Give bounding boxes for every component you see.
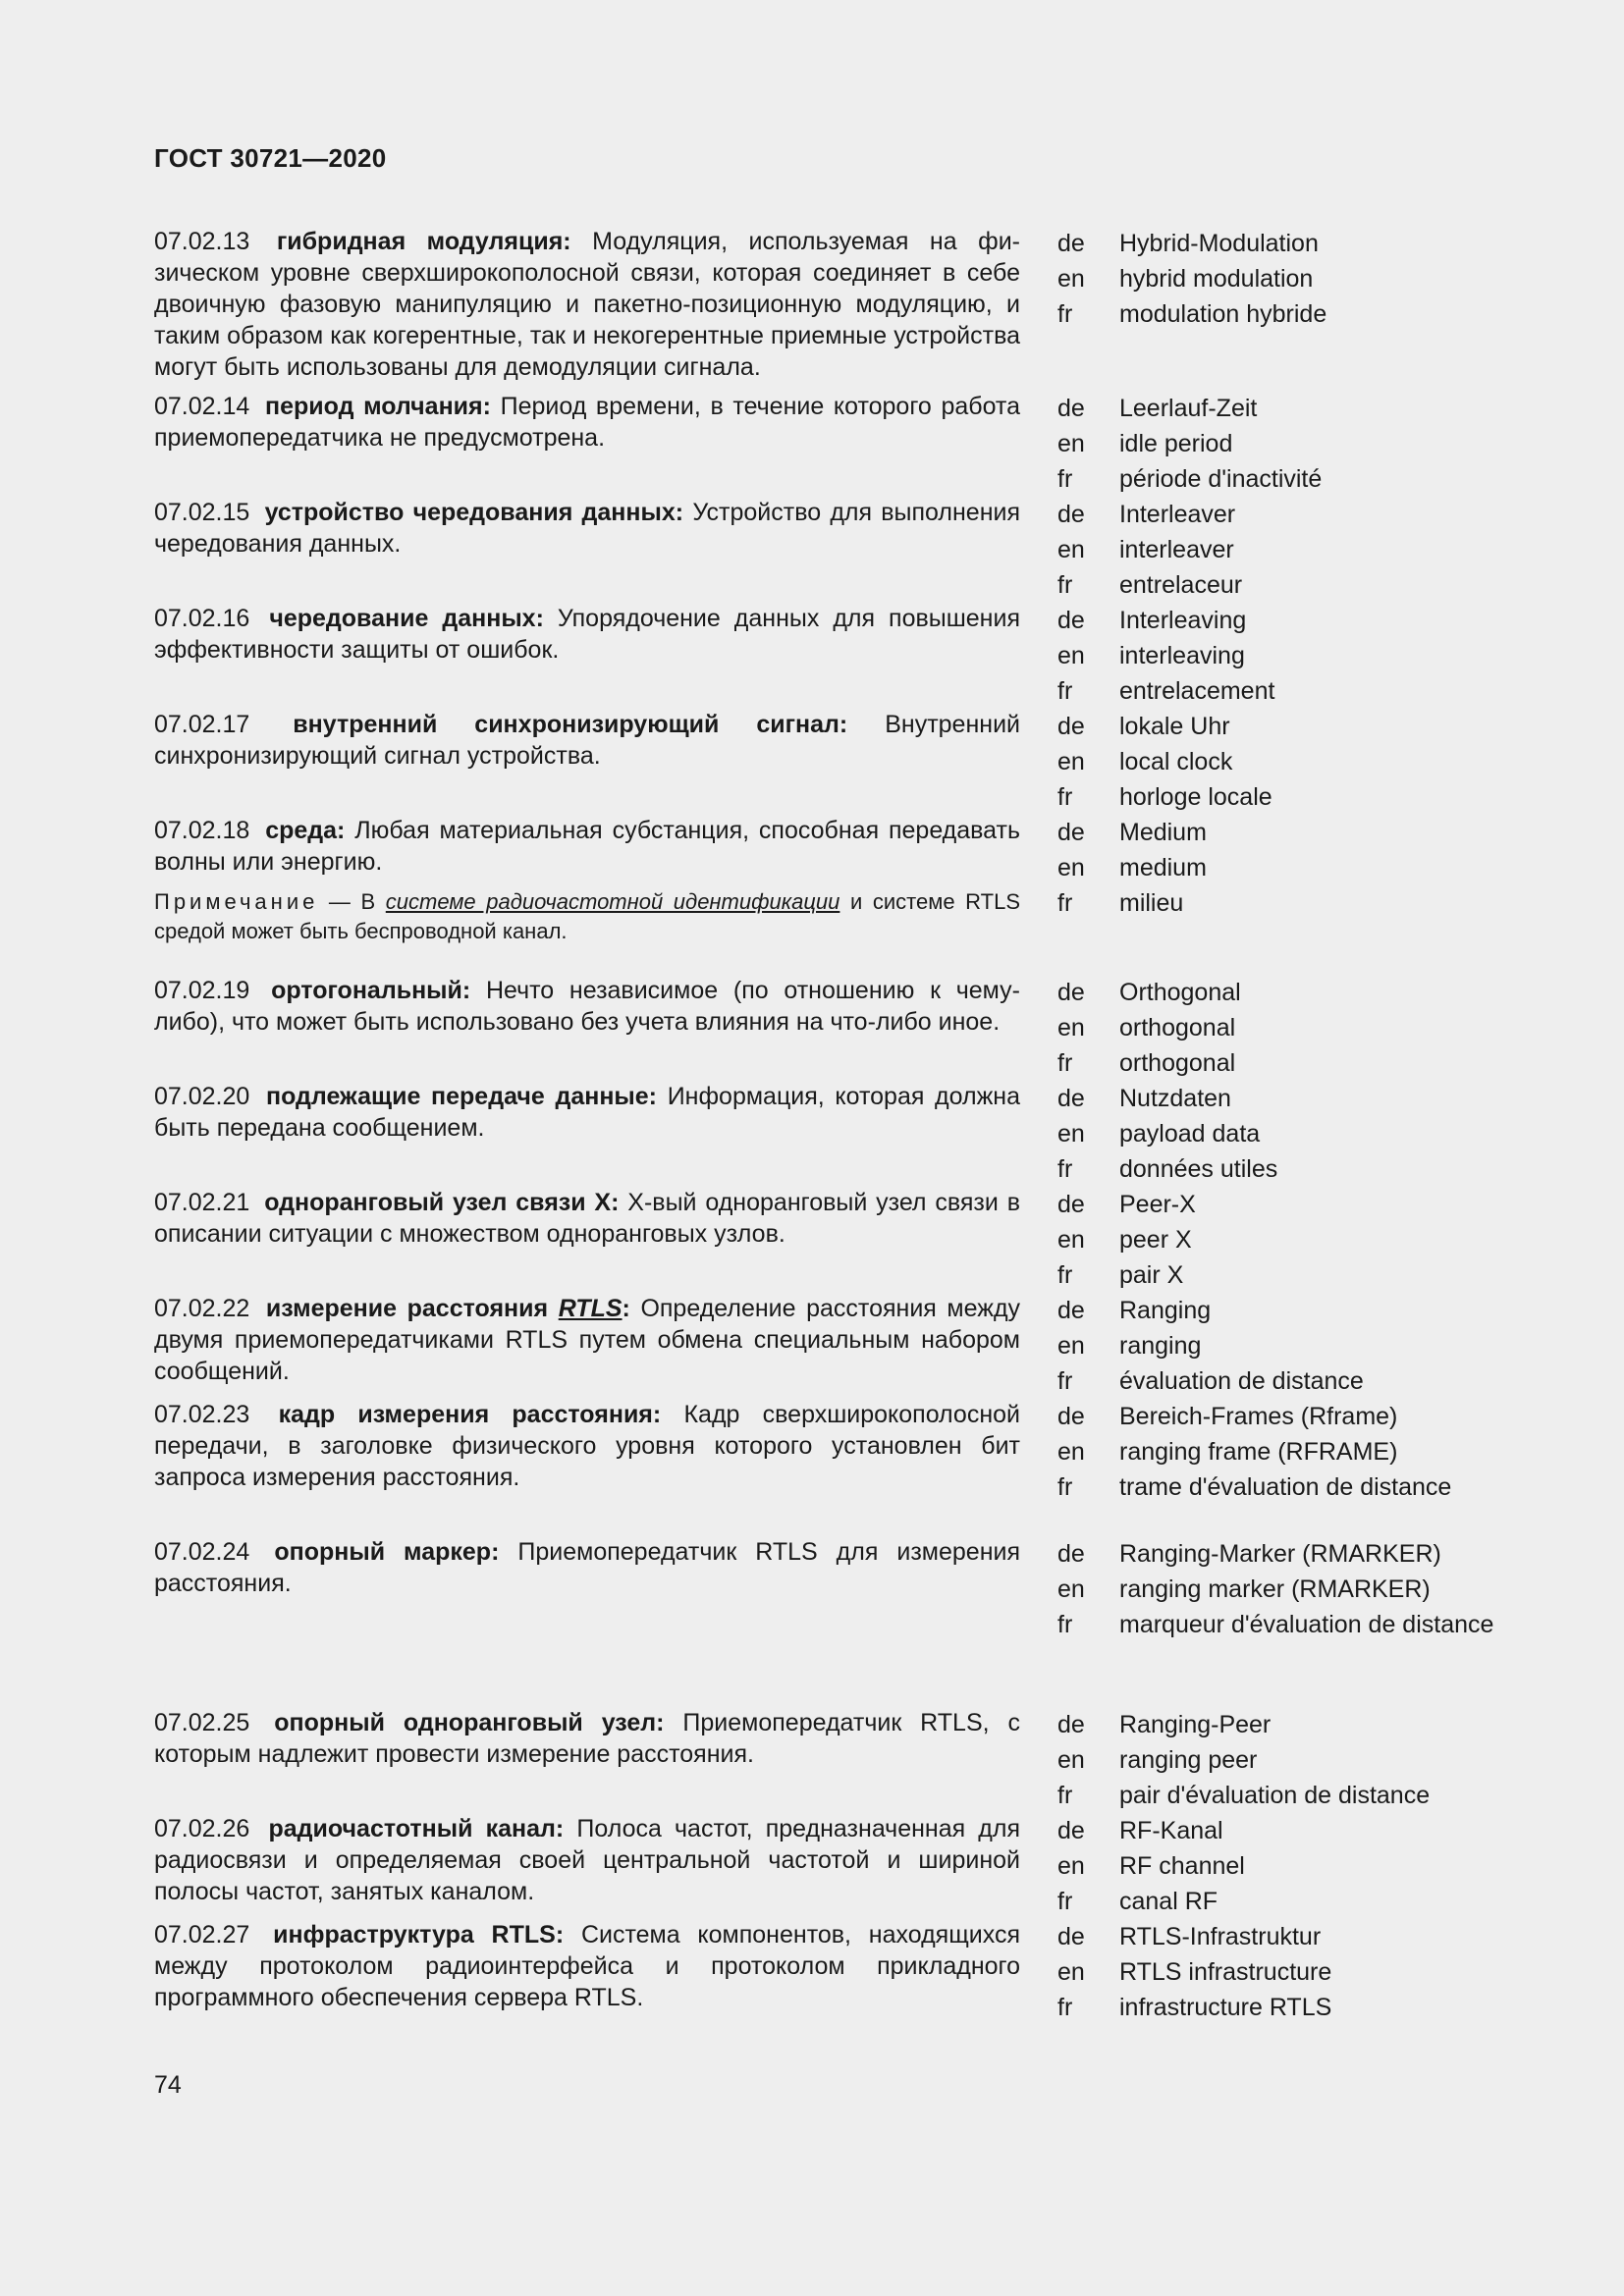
- translations: [1057, 815, 1548, 946]
- term-name: опорный одноранговый узел:: [274, 1709, 665, 1736]
- translations: [1057, 603, 1548, 709]
- term-entry: [154, 1813, 1568, 1919]
- translation: milieu: [1119, 889, 1184, 917]
- entry-number: 07.02.22: [154, 1295, 250, 1322]
- lang-code: fr: [1057, 677, 1073, 705]
- lang-code: de: [1057, 1923, 1085, 1950]
- translation: Medium: [1119, 819, 1207, 846]
- lang-code: fr: [1057, 300, 1073, 328]
- translation: RTLS infrastructure: [1119, 1958, 1332, 1986]
- term-name: опорный маркер:: [274, 1538, 500, 1566]
- term-name: внутренний синхронизирующий сигнал:: [293, 711, 848, 738]
- translation: RTLS-Infrastruktur: [1119, 1923, 1322, 1950]
- term-name: радиочастотный канал:: [268, 1815, 565, 1842]
- cross-reference-link[interactable]: системе радиочастотной идентификации: [385, 889, 840, 914]
- definition: [154, 391, 1020, 497]
- definition-text: Нечто независимое (по отношению к чему-либо), что может быть использовано без учета влияния на что-либо иное.: [154, 977, 1020, 1036]
- lang-code: de: [1057, 713, 1085, 740]
- entry-number: 07.02.15: [154, 499, 250, 526]
- lang-code: de: [1057, 1191, 1085, 1218]
- lang-code: en: [1057, 854, 1085, 881]
- translation: données utiles: [1119, 1155, 1278, 1183]
- entry-number: 07.02.18: [154, 817, 250, 844]
- translation: Ranging-Marker (RMARKER): [1119, 1540, 1441, 1568]
- translations: [1057, 1293, 1548, 1399]
- definition-text: Модуляция, используемая на физическом уровне сверхширокополосной связи, которая соединяет в себе двоичную фазовую манипуляцию и пакетно-позиционную модуляцию, и таким образом как когерентные, так и некогерентные приемные устройства могут быть использованы для демодуляции сигнала.: [154, 228, 1020, 381]
- term-name: чередование данных:: [269, 605, 544, 632]
- definition: [154, 815, 1020, 946]
- term-entry: [154, 497, 1568, 603]
- translation: interleaver: [1119, 536, 1234, 563]
- translation: Nutzdaten: [1119, 1085, 1231, 1112]
- translations: [1057, 1187, 1548, 1293]
- translation: trame d'évaluation de distance: [1119, 1473, 1452, 1501]
- translation: évaluation de distance: [1119, 1367, 1364, 1395]
- lang-code: fr: [1057, 1994, 1073, 2021]
- definition-text: Внутренний синхронизирующий сигнал устройства.: [154, 711, 1020, 770]
- term-entry: [154, 1536, 1568, 1642]
- entry-number: 07.02.21: [154, 1189, 250, 1216]
- lang-code: en: [1057, 748, 1085, 775]
- lang-code: en: [1057, 1746, 1085, 1774]
- definition-text: Приемопередатчик RTLS для измерения расстояния.: [154, 1538, 1021, 1597]
- lang-code: en: [1057, 1120, 1085, 1148]
- lang-code: de: [1057, 1403, 1085, 1430]
- entry-number: 07.02.27: [154, 1921, 250, 1949]
- lang-code: fr: [1057, 465, 1073, 493]
- translations: [1057, 1399, 1548, 1505]
- term-name: одноранговый узел связи X:: [264, 1189, 620, 1216]
- translation: entrelaceur: [1119, 571, 1243, 599]
- translations: [1057, 497, 1548, 603]
- translation: marqueur d'évaluation de distance: [1119, 1611, 1494, 1638]
- translation: horloge locale: [1119, 783, 1272, 811]
- definition: [154, 975, 1020, 1081]
- translation: pair d'évaluation de distance: [1119, 1782, 1431, 1809]
- translations: [1057, 1813, 1548, 1919]
- definition: [154, 226, 1020, 383]
- definition: [154, 1536, 1020, 1642]
- translation: ranging: [1119, 1332, 1202, 1360]
- translation: peer X: [1119, 1226, 1192, 1254]
- term-name: среда:: [265, 817, 346, 844]
- term-name: устройство чередования данных:: [264, 499, 684, 526]
- lang-code: de: [1057, 501, 1085, 528]
- translation: lokale Uhr: [1119, 713, 1230, 740]
- entry-number: 07.02.13: [154, 228, 250, 255]
- document-header: ГОСТ 30721—2020: [154, 143, 387, 173]
- term-entry: [154, 391, 1568, 497]
- translation: ranging peer: [1119, 1746, 1258, 1774]
- translation: ranging marker (RMARKER): [1119, 1575, 1431, 1603]
- lang-code: de: [1057, 607, 1085, 634]
- translation: local clock: [1119, 748, 1233, 775]
- translation: Ranging-Peer: [1119, 1711, 1272, 1738]
- term-name: подлежащие передаче данные:: [266, 1083, 658, 1110]
- page-number: 74: [154, 2071, 182, 2099]
- note: [154, 887, 1020, 946]
- translation: Interleaving: [1119, 607, 1247, 634]
- translation: interleaving: [1119, 642, 1245, 669]
- lang-code: fr: [1057, 571, 1073, 599]
- lang-code: en: [1057, 1226, 1085, 1254]
- translations: [1057, 1707, 1548, 1813]
- definition: [154, 1081, 1020, 1187]
- translation: Leerlauf-Zeit: [1119, 395, 1258, 422]
- term-entry: [154, 1707, 1568, 1813]
- definition: [154, 603, 1020, 709]
- term-entry: [154, 226, 1568, 383]
- term-entry: [154, 603, 1568, 709]
- term-entry: [154, 1399, 1568, 1505]
- lang-code: en: [1057, 1575, 1085, 1603]
- term-entry: [154, 709, 1568, 815]
- translation: medium: [1119, 854, 1207, 881]
- translation: RF channel: [1119, 1852, 1245, 1880]
- term-entry: [154, 975, 1568, 1081]
- lang-code: de: [1057, 230, 1085, 257]
- translation: idle period: [1119, 430, 1233, 457]
- translations: [1057, 391, 1548, 497]
- term-name: гибридная модуляция:: [276, 228, 571, 255]
- translation: infrastructure RTLS: [1119, 1994, 1332, 2021]
- translation: orthogonal: [1119, 1014, 1236, 1041]
- lang-code: de: [1057, 1540, 1085, 1568]
- translations: [1057, 1081, 1548, 1187]
- translations: [1057, 1536, 1548, 1642]
- entry-number: 07.02.17: [154, 711, 250, 738]
- term-entry: [154, 1081, 1568, 1187]
- translation: Hybrid-Modulation: [1119, 230, 1319, 257]
- entry-number: 07.02.26: [154, 1815, 250, 1842]
- definition-text: Упорядочение данных для повышения эффективности защиты от ошибок.: [154, 605, 1020, 664]
- lang-code: fr: [1057, 1049, 1073, 1077]
- lang-code: de: [1057, 1711, 1085, 1738]
- lang-code: fr: [1057, 783, 1073, 811]
- definition-text: X-вый одноранговый узел связи в описании ситуации с множеством одноранговых узлов.: [154, 1189, 1020, 1248]
- lang-code: fr: [1057, 1611, 1073, 1638]
- lang-code: en: [1057, 1852, 1085, 1880]
- note-text: и системе RTLS средой может быть беспроводной канал.: [154, 889, 1020, 943]
- term-entry: [154, 815, 1568, 946]
- translation: Peer-X: [1119, 1191, 1196, 1218]
- lang-code: en: [1057, 265, 1085, 293]
- translation: orthogonal: [1119, 1049, 1236, 1077]
- lang-code: de: [1057, 979, 1085, 1006]
- lang-code: en: [1057, 1332, 1085, 1360]
- translation: hybrid modulation: [1119, 265, 1314, 293]
- term-name: ортогональный:: [271, 977, 471, 1004]
- entry-number: 07.02.23: [154, 1401, 250, 1428]
- definition: [154, 709, 1020, 815]
- term-name: период молчания:: [264, 393, 491, 420]
- lang-code: fr: [1057, 1155, 1073, 1183]
- lang-code: en: [1057, 642, 1085, 669]
- entry-number: 07.02.16: [154, 605, 250, 632]
- translations: [1057, 1919, 1548, 2025]
- translation: canal RF: [1119, 1888, 1218, 1915]
- term-name: инфраструктура RTLS:: [273, 1921, 565, 1949]
- lang-code: de: [1057, 395, 1085, 422]
- translations: [1057, 975, 1548, 1081]
- definition-text: Система компонентов, находящихся между протоколом радиоинтерфейса и протоколом прикладного программного обеспечения сервера RTLS.: [154, 1921, 1020, 2011]
- lang-code: en: [1057, 536, 1085, 563]
- definition-text: Период времени, в течение которого работа приемопередатчика не предусмотрена.: [154, 393, 1021, 452]
- definition-text: Определение расстояния между двумя приемопередатчиками RTLS путем обмена специальным набором сообщений.: [154, 1295, 1021, 1385]
- lang-code: fr: [1057, 1367, 1073, 1395]
- definition-text: Информация, которая должна быть передана сообщением.: [154, 1083, 1021, 1142]
- term-name: кадр измерения расстояния:: [278, 1401, 662, 1428]
- definition: [154, 1187, 1020, 1293]
- term-entry: [154, 1187, 1568, 1293]
- definition-text: Кадр сверхширокополосной передачи, в заголовке физического уровня которого установлен бит запроса измерения расстояния.: [154, 1401, 1020, 1491]
- entry-number: 07.02.20: [154, 1083, 250, 1110]
- lang-code: en: [1057, 1958, 1085, 1986]
- translation: modulation hybride: [1119, 300, 1327, 328]
- definition-text: Полоса частот, предназначенная для радиосвязи и определяемая своей центральной частотой и шириной полосы частот, занятых каналом.: [154, 1815, 1020, 1905]
- note-label: Примечание: [154, 889, 319, 914]
- lang-code: de: [1057, 1297, 1085, 1324]
- translation: entrelacement: [1119, 677, 1275, 705]
- lang-code: de: [1057, 819, 1085, 846]
- lang-code: fr: [1057, 1888, 1073, 1915]
- translation: période d'inactivité: [1119, 465, 1323, 493]
- translations: [1057, 226, 1548, 383]
- lang-code: de: [1057, 1817, 1085, 1844]
- translation: payload data: [1119, 1120, 1261, 1148]
- definition: [154, 1293, 1020, 1399]
- entry-number: 07.02.24: [154, 1538, 250, 1566]
- note-dash: — В: [318, 889, 386, 914]
- lang-code: en: [1057, 1438, 1085, 1466]
- definition-text: Приемопередатчик RTLS, с которым надлежит провести измерение расстояния.: [154, 1709, 1020, 1768]
- definition: [154, 1813, 1020, 1919]
- lang-code: fr: [1057, 1782, 1073, 1809]
- definition: [154, 497, 1020, 603]
- translation: Bereich-Frames (Rframe): [1119, 1403, 1398, 1430]
- translation: RF-Kanal: [1119, 1817, 1223, 1844]
- lang-code: en: [1057, 430, 1085, 457]
- definition-text: Любая материальная субстанция, способная передавать волны или энергию.: [154, 817, 1020, 876]
- term-entry: [154, 1919, 1568, 2025]
- term-cross-reference-link[interactable]: RTLS: [558, 1295, 623, 1322]
- definition: [154, 1399, 1020, 1505]
- term-colon: :: [622, 1295, 630, 1322]
- translation: ranging frame (RFRAME): [1119, 1438, 1398, 1466]
- definition: [154, 1707, 1020, 1813]
- lang-code: en: [1057, 1014, 1085, 1041]
- translation: Orthogonal: [1119, 979, 1241, 1006]
- entry-number: 07.02.19: [154, 977, 250, 1004]
- entry-number: 07.02.14: [154, 393, 250, 420]
- definition-text: Устройство для выполнения чередования данных.: [154, 499, 1021, 558]
- entry-number: 07.02.25: [154, 1709, 250, 1736]
- translation: pair X: [1119, 1261, 1184, 1289]
- term-name: измерение расстояния: [265, 1295, 549, 1322]
- definition: [154, 1919, 1020, 2025]
- term-entry: [154, 1293, 1568, 1399]
- translation: Interleaver: [1119, 501, 1236, 528]
- lang-code: fr: [1057, 1473, 1073, 1501]
- translation: Ranging: [1119, 1297, 1212, 1324]
- lang-code: de: [1057, 1085, 1085, 1112]
- translations: [1057, 709, 1548, 815]
- lang-code: fr: [1057, 1261, 1073, 1289]
- lang-code: fr: [1057, 889, 1073, 917]
